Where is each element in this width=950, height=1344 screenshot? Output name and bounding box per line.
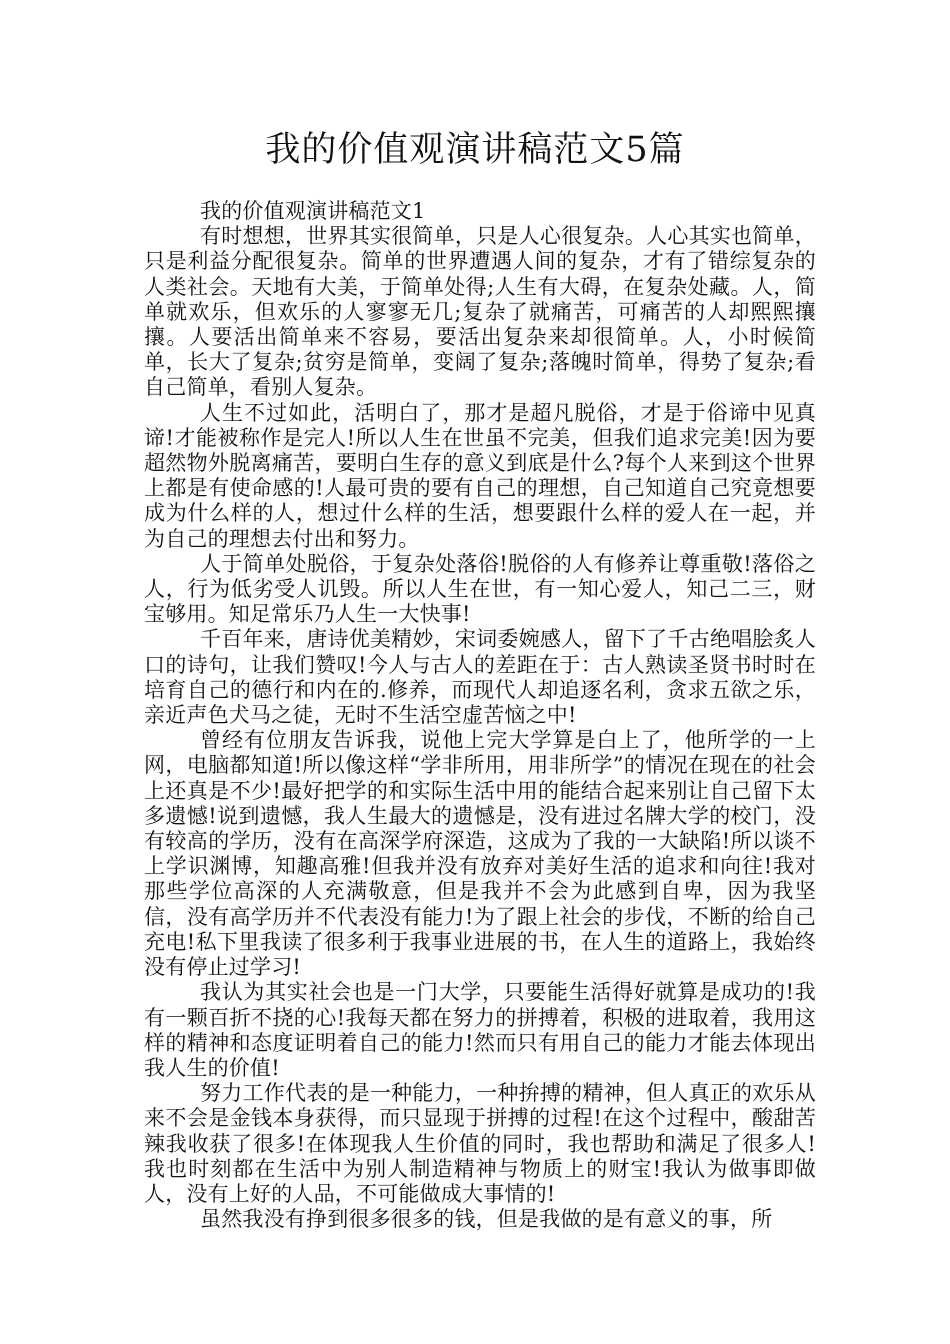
paragraph: 人生不过如此，活明白了，那才是超凡脱俗，才是于俗谛中见真谛!才能被称作是完人!所以人生在世虽不完美，但我们追求完美!因为要超然物外脱离痛苦，要明白生存的意义到底是什么?每个人来到这个世界上都是有使命感的!人最可贵的要有自己的理想，自己知道自己究竟想要成为什么样的人，想过什么样的生活，想要跟什么样的爱人在一起，并为自己的理想去付出和努力。: [144, 400, 816, 551]
paragraph: 曾经有位朋友告诉我，说他上完大学算是白上了，他所学的一上网，电脑都知道!所以像这样“学非所用，用非所学”的情况在现在的社会上还真是不少!最好把学的和实际生活中用的能结合起来别让自己留下太多遗憾!说到遗憾，我人生最大的遗憾是，没有进过名牌大学的校门，没有较高的学历，没有在高深学府深造，这成为了我的一大缺陷!所以谈不上学识渊博，知趣高雅!但我并没有放弃对美好生活的追求和向往!我对那些学位高深的人充满敬意，但是我并不会为此感到自卑，因为我坚信，没有高学历并不代表没有能力!为了跟上社会的步伐，不断的给自己充电!私下里我读了很多利于我事业进展的书，在人生的道路上，我始终没有停止过学习!: [144, 728, 816, 980]
section-subtitle: 我的价值观演讲稿范文1: [200, 199, 426, 223]
paragraph: 有时想想，世界其实很简单，只是人心很复杂。人心其实也简单，只是利益分配很复杂。简单的世界遭遇人间的复杂，才有了错综复杂的人类社会。天地有大美，于简单处得;人生有大碍，在复杂处藏。人，简单就欢乐，但欢乐的人寥寥无几;复杂了就痛苦，可痛苦的人却熙熙攘攘。人要活出简单来不容易，要活出复杂来却很简单。人，小时候简单，长大了复杂;贫穷是简单，变阔了复杂;落魄时简单，得势了复杂;看自己简单，看别人复杂。: [144, 224, 816, 400]
document-title: 我的价值观演讲稿范文5篇: [265, 130, 685, 170]
document-body: [144, 199, 816, 1232]
paragraph: 人于简单处脱俗，于复杂处落俗!脱俗的人有修养让尊重敬!落俗之人，行为低劣受人讥毁。所以人生在世，有一知心爱人，知己二三，财宝够用。知足常乐乃人生一大快事!: [144, 551, 816, 627]
paragraph: 我认为其实社会也是一门大学，只要能生活得好就算是成功的!我有一颗百折不挠的心!我每天都在努力的拼搏着，积极的进取着，我用这样的精神和态度证明着自己的能力!然而只有用自己的能力才能去体现出我人生的价值!: [144, 980, 816, 1080]
paragraph: 千百年来，唐诗优美精妙，宋词委婉感人，留下了千古绝唱脍炙人口的诗句，让我们赞叹!今人与古人的差距在于：古人熟读圣贤书时时在培育自己的德行和内在的.修养，而现代人却追逐名利，贪求五欲之乐，亲近声色犬马之徒，无时不生活空虚苦恼之中!: [144, 627, 816, 728]
paragraph: 虽然我没有挣到很多很多的钱，但是我做的是有意义的事，所: [200, 1207, 773, 1232]
paragraph: 努力工作代表的是一种能力，一种拚搏的精神，但人真正的欢乐从来不会是金钱本身获得，而只显现于拼搏的过程!在这个过程中，酸甜苦辣我收获了很多!在体现我人生价值的同时，我也帮助和满足了很多人!我也时刻都在生活中为别人制造精神与物质上的财宝!我认为做事即做人，没有上好的人品，不可能做成大事情的!: [144, 1081, 816, 1206]
